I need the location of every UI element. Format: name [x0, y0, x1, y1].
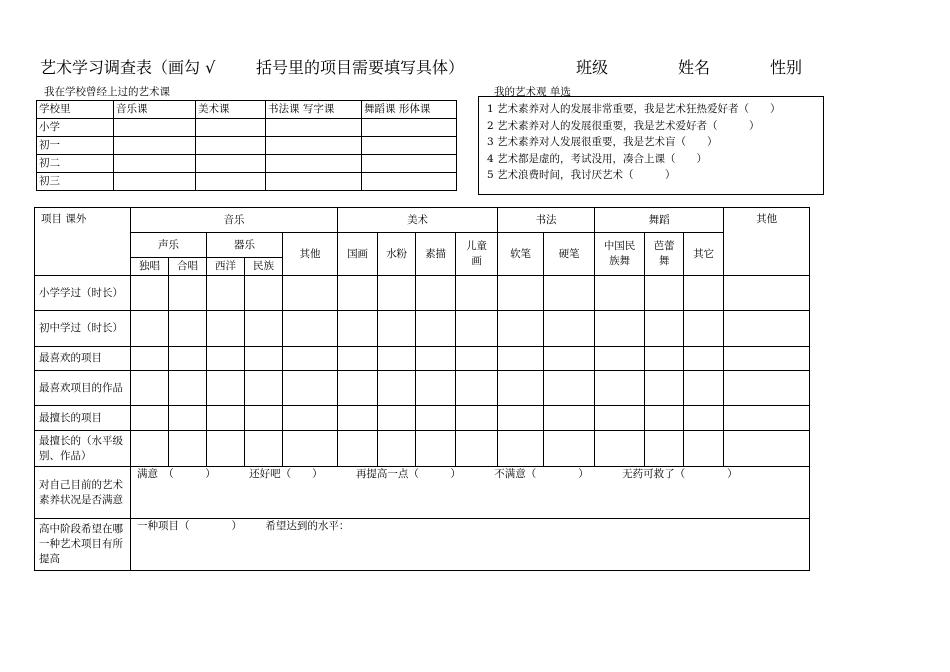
input-cell[interactable] — [169, 431, 207, 467]
input-cell[interactable] — [114, 155, 196, 173]
input-cell[interactable] — [684, 406, 724, 431]
input-cell[interactable] — [684, 276, 724, 311]
row-label: 初一 — [37, 137, 114, 155]
input-cell[interactable] — [207, 431, 245, 467]
input-cell[interactable] — [378, 431, 416, 467]
input-cell[interactable] — [283, 371, 338, 406]
input-cell[interactable] — [169, 371, 207, 406]
row-label: 最擅长的项目 — [35, 406, 131, 431]
art-view-option[interactable]: 4 艺术都是虚的，考试没用，凑合上课（ ） — [487, 152, 708, 165]
input-cell[interactable] — [283, 311, 338, 347]
input-cell[interactable] — [645, 431, 684, 467]
column-header: 书法课 写字课 — [266, 101, 362, 119]
input-cell[interactable] — [245, 431, 283, 467]
column-children-painting: 儿童画 — [456, 233, 498, 276]
input-cell[interactable] — [131, 406, 169, 431]
improve-level-field[interactable]: 希望达到的水平： — [265, 520, 350, 532]
input-cell[interactable] — [595, 371, 645, 406]
table-row — [35, 276, 810, 311]
column-dance-other: 其它 — [684, 233, 724, 276]
input-cell[interactable] — [498, 276, 544, 311]
column-soft-brush: 软笔 — [498, 233, 544, 276]
input-cell[interactable] — [169, 311, 207, 347]
input-cell[interactable] — [416, 371, 456, 406]
table-row — [37, 155, 457, 173]
table-row — [35, 467, 810, 519]
input-cell[interactable] — [724, 347, 810, 371]
row-label: 小学 — [37, 119, 114, 137]
input-cell[interactable] — [338, 311, 378, 347]
input-cell[interactable] — [362, 155, 457, 173]
column-ballet: 芭蕾舞 — [645, 233, 684, 276]
input-cell[interactable] — [456, 347, 498, 371]
activity-survey-table — [34, 207, 810, 571]
input-cell[interactable] — [378, 347, 416, 371]
input-cell[interactable] — [131, 311, 169, 347]
group-header-calligraphy: 书法 — [498, 208, 595, 233]
input-cell[interactable] — [595, 311, 645, 347]
title-note: 括号里的项目需要填写具体） — [256, 58, 465, 77]
table-row — [37, 173, 457, 191]
input-cell[interactable] — [724, 276, 810, 311]
art-view-option[interactable]: 3 艺术素养对人发展很重要，我是艺术盲（ ） — [487, 136, 718, 148]
table-row — [37, 119, 457, 137]
page-title: 艺术学习调查表（画勾 √ — [40, 58, 216, 77]
input-cell[interactable] — [645, 371, 684, 406]
column-guohua: 国画 — [338, 233, 378, 276]
input-cell[interactable] — [283, 406, 338, 431]
input-cell[interactable] — [362, 119, 457, 137]
art-view-option[interactable]: 1 艺术素养对人的发展非常重要，我是艺术狂热爱好者（ ） — [487, 103, 781, 115]
satisfaction-option[interactable]: 满意 （ ） — [137, 468, 216, 480]
input-cell[interactable] — [196, 137, 266, 155]
input-cell[interactable] — [645, 347, 684, 371]
group-header-music: 音乐 — [131, 208, 338, 233]
input-cell[interactable] — [196, 119, 266, 137]
improve-fields — [131, 519, 810, 571]
art-view-caption: 我的艺术观 单选 — [494, 86, 571, 98]
satisfaction-option[interactable]: 无药可救了（ ） — [622, 468, 738, 480]
input-cell[interactable] — [416, 431, 456, 467]
row-label: 最喜欢项目的作品 — [35, 371, 131, 406]
input-cell[interactable] — [245, 371, 283, 406]
row-label: 最喜欢的项目 — [35, 347, 131, 371]
input-cell[interactable] — [595, 347, 645, 371]
input-cell[interactable] — [544, 406, 595, 431]
satisfaction-option[interactable]: 不满意（ ） — [494, 468, 589, 480]
input-cell[interactable] — [207, 406, 245, 431]
input-cell[interactable] — [724, 371, 810, 406]
input-cell[interactable] — [724, 406, 810, 431]
input-cell[interactable] — [245, 311, 283, 347]
input-cell[interactable] — [645, 406, 684, 431]
input-cell[interactable] — [131, 431, 169, 467]
input-cell[interactable] — [378, 371, 416, 406]
row-label: 初中学过（时长） — [35, 311, 131, 347]
input-cell[interactable] — [416, 311, 456, 347]
input-cell[interactable] — [645, 276, 684, 311]
input-cell[interactable] — [456, 371, 498, 406]
input-cell[interactable] — [207, 311, 245, 347]
satisfaction-option[interactable]: 再提高一点（ ） — [355, 468, 461, 480]
column-sketch: 素描 — [416, 233, 456, 276]
input-cell[interactable] — [338, 276, 378, 311]
input-cell[interactable] — [684, 347, 724, 371]
subgroup-instrument: 器乐 — [207, 233, 283, 258]
input-cell[interactable] — [114, 173, 196, 191]
input-cell[interactable] — [169, 406, 207, 431]
input-cell[interactable] — [724, 431, 810, 467]
input-cell[interactable] — [338, 406, 378, 431]
input-cell[interactable] — [283, 431, 338, 467]
input-cell[interactable] — [595, 431, 645, 467]
row-label: 小学学过（时长） — [35, 276, 131, 311]
input-cell[interactable] — [645, 311, 684, 347]
input-cell[interactable] — [169, 276, 207, 311]
art-view-option[interactable]: 2 艺术素养对人的发展很重要，我是艺术爱好者（ ） — [487, 119, 760, 132]
input-cell[interactable] — [456, 276, 498, 311]
table-row — [35, 208, 810, 233]
satisfaction-label: 对自己目前的艺术素养状况是否满意 — [35, 467, 131, 519]
input-cell[interactable] — [498, 311, 544, 347]
input-cell[interactable] — [207, 347, 245, 371]
input-cell[interactable] — [114, 119, 196, 137]
column-solo: 独唱 — [131, 258, 169, 276]
input-cell[interactable] — [338, 347, 378, 371]
table-row — [35, 406, 810, 431]
column-header: 音乐课 — [114, 101, 196, 119]
input-cell[interactable] — [498, 406, 544, 431]
art-view-option[interactable]: 5 艺术浪费时间，我讨厌艺术（ ） — [487, 169, 676, 181]
input-cell[interactable] — [283, 347, 338, 371]
art-view-box — [478, 96, 824, 195]
column-watercolor: 水粉 — [378, 233, 416, 276]
corner-header: 项目 课外 — [35, 208, 131, 276]
school-courses-caption: 我在学校曾经上过的艺术课 — [44, 86, 170, 98]
input-cell[interactable] — [456, 431, 498, 467]
input-cell[interactable] — [169, 347, 207, 371]
subgroup-vocal: 声乐 — [131, 233, 207, 258]
column-header: 美术课 — [196, 101, 266, 119]
title-row — [40, 55, 920, 79]
input-cell[interactable] — [362, 137, 457, 155]
row-label: 初二 — [37, 155, 114, 173]
input-cell[interactable] — [338, 431, 378, 467]
group-header-art: 美术 — [338, 208, 498, 233]
column-header: 舞蹈课 形体课 — [362, 101, 457, 119]
input-cell[interactable] — [266, 155, 362, 173]
input-cell[interactable] — [114, 137, 196, 155]
input-cell[interactable] — [416, 276, 456, 311]
input-cell[interactable] — [544, 371, 595, 406]
improve-label: 高中阶段希望在哪一种艺术项目有所提高 — [35, 519, 131, 571]
table-row — [35, 311, 810, 347]
group-header-other: 其他 — [724, 208, 810, 276]
name-label: 姓名 — [678, 58, 711, 77]
input-cell[interactable] — [245, 276, 283, 311]
row-label: 最擅长的（水平级别、作品） — [35, 431, 131, 467]
column-hard-pen: 硬笔 — [544, 233, 595, 276]
input-cell[interactable] — [266, 119, 362, 137]
satisfaction-option[interactable]: 还好吧（ ） — [249, 468, 323, 480]
subgroup-music-other: 其他 — [283, 233, 338, 276]
input-cell[interactable] — [207, 276, 245, 311]
row-label: 初三 — [37, 173, 114, 191]
table-row — [35, 233, 810, 258]
input-cell[interactable] — [378, 406, 416, 431]
input-cell[interactable] — [283, 276, 338, 311]
input-cell[interactable] — [416, 347, 456, 371]
input-cell[interactable] — [196, 173, 266, 191]
input-cell[interactable] — [131, 371, 169, 406]
table-row — [35, 519, 810, 571]
table-row — [35, 347, 810, 371]
input-cell[interactable] — [131, 276, 169, 311]
group-header-dance: 舞蹈 — [595, 208, 724, 233]
column-folk-dance: 中国民族舞 — [595, 233, 645, 276]
input-cell[interactable] — [416, 406, 456, 431]
input-cell[interactable] — [196, 155, 266, 173]
input-cell[interactable] — [378, 276, 416, 311]
input-cell[interactable] — [544, 311, 595, 347]
input-cell[interactable] — [362, 173, 457, 191]
input-cell[interactable] — [245, 406, 283, 431]
class-label: 班级 — [576, 58, 609, 77]
input-cell[interactable] — [456, 406, 498, 431]
input-cell[interactable] — [378, 311, 416, 347]
table-row — [37, 137, 457, 155]
input-cell[interactable] — [266, 137, 362, 155]
input-cell[interactable] — [684, 371, 724, 406]
input-cell[interactable] — [544, 276, 595, 311]
input-cell[interactable] — [544, 347, 595, 371]
input-cell[interactable] — [724, 311, 810, 347]
input-cell[interactable] — [456, 311, 498, 347]
table-row — [37, 101, 457, 119]
input-cell[interactable] — [595, 406, 645, 431]
input-cell[interactable] — [595, 276, 645, 311]
table-row — [35, 431, 810, 467]
input-cell[interactable] — [498, 347, 544, 371]
input-cell[interactable] — [498, 371, 544, 406]
satisfaction-options — [131, 467, 810, 519]
improve-item-field[interactable]: 一种项目（ ） — [137, 520, 242, 532]
table-row — [35, 371, 810, 406]
input-cell[interactable] — [544, 431, 595, 467]
column-header: 学校里 — [37, 101, 114, 119]
column-chorus: 合唱 — [169, 258, 207, 276]
input-cell[interactable] — [131, 347, 169, 371]
input-cell[interactable] — [338, 371, 378, 406]
input-cell[interactable] — [498, 431, 544, 467]
input-cell[interactable] — [684, 431, 724, 467]
gender-label: 性别 — [770, 58, 803, 77]
column-western: 西洋 — [207, 258, 245, 276]
input-cell[interactable] — [266, 173, 362, 191]
input-cell[interactable] — [245, 347, 283, 371]
school-courses-table — [36, 100, 457, 191]
input-cell[interactable] — [684, 311, 724, 347]
input-cell[interactable] — [207, 371, 245, 406]
column-ethnic: 民族 — [245, 258, 283, 276]
